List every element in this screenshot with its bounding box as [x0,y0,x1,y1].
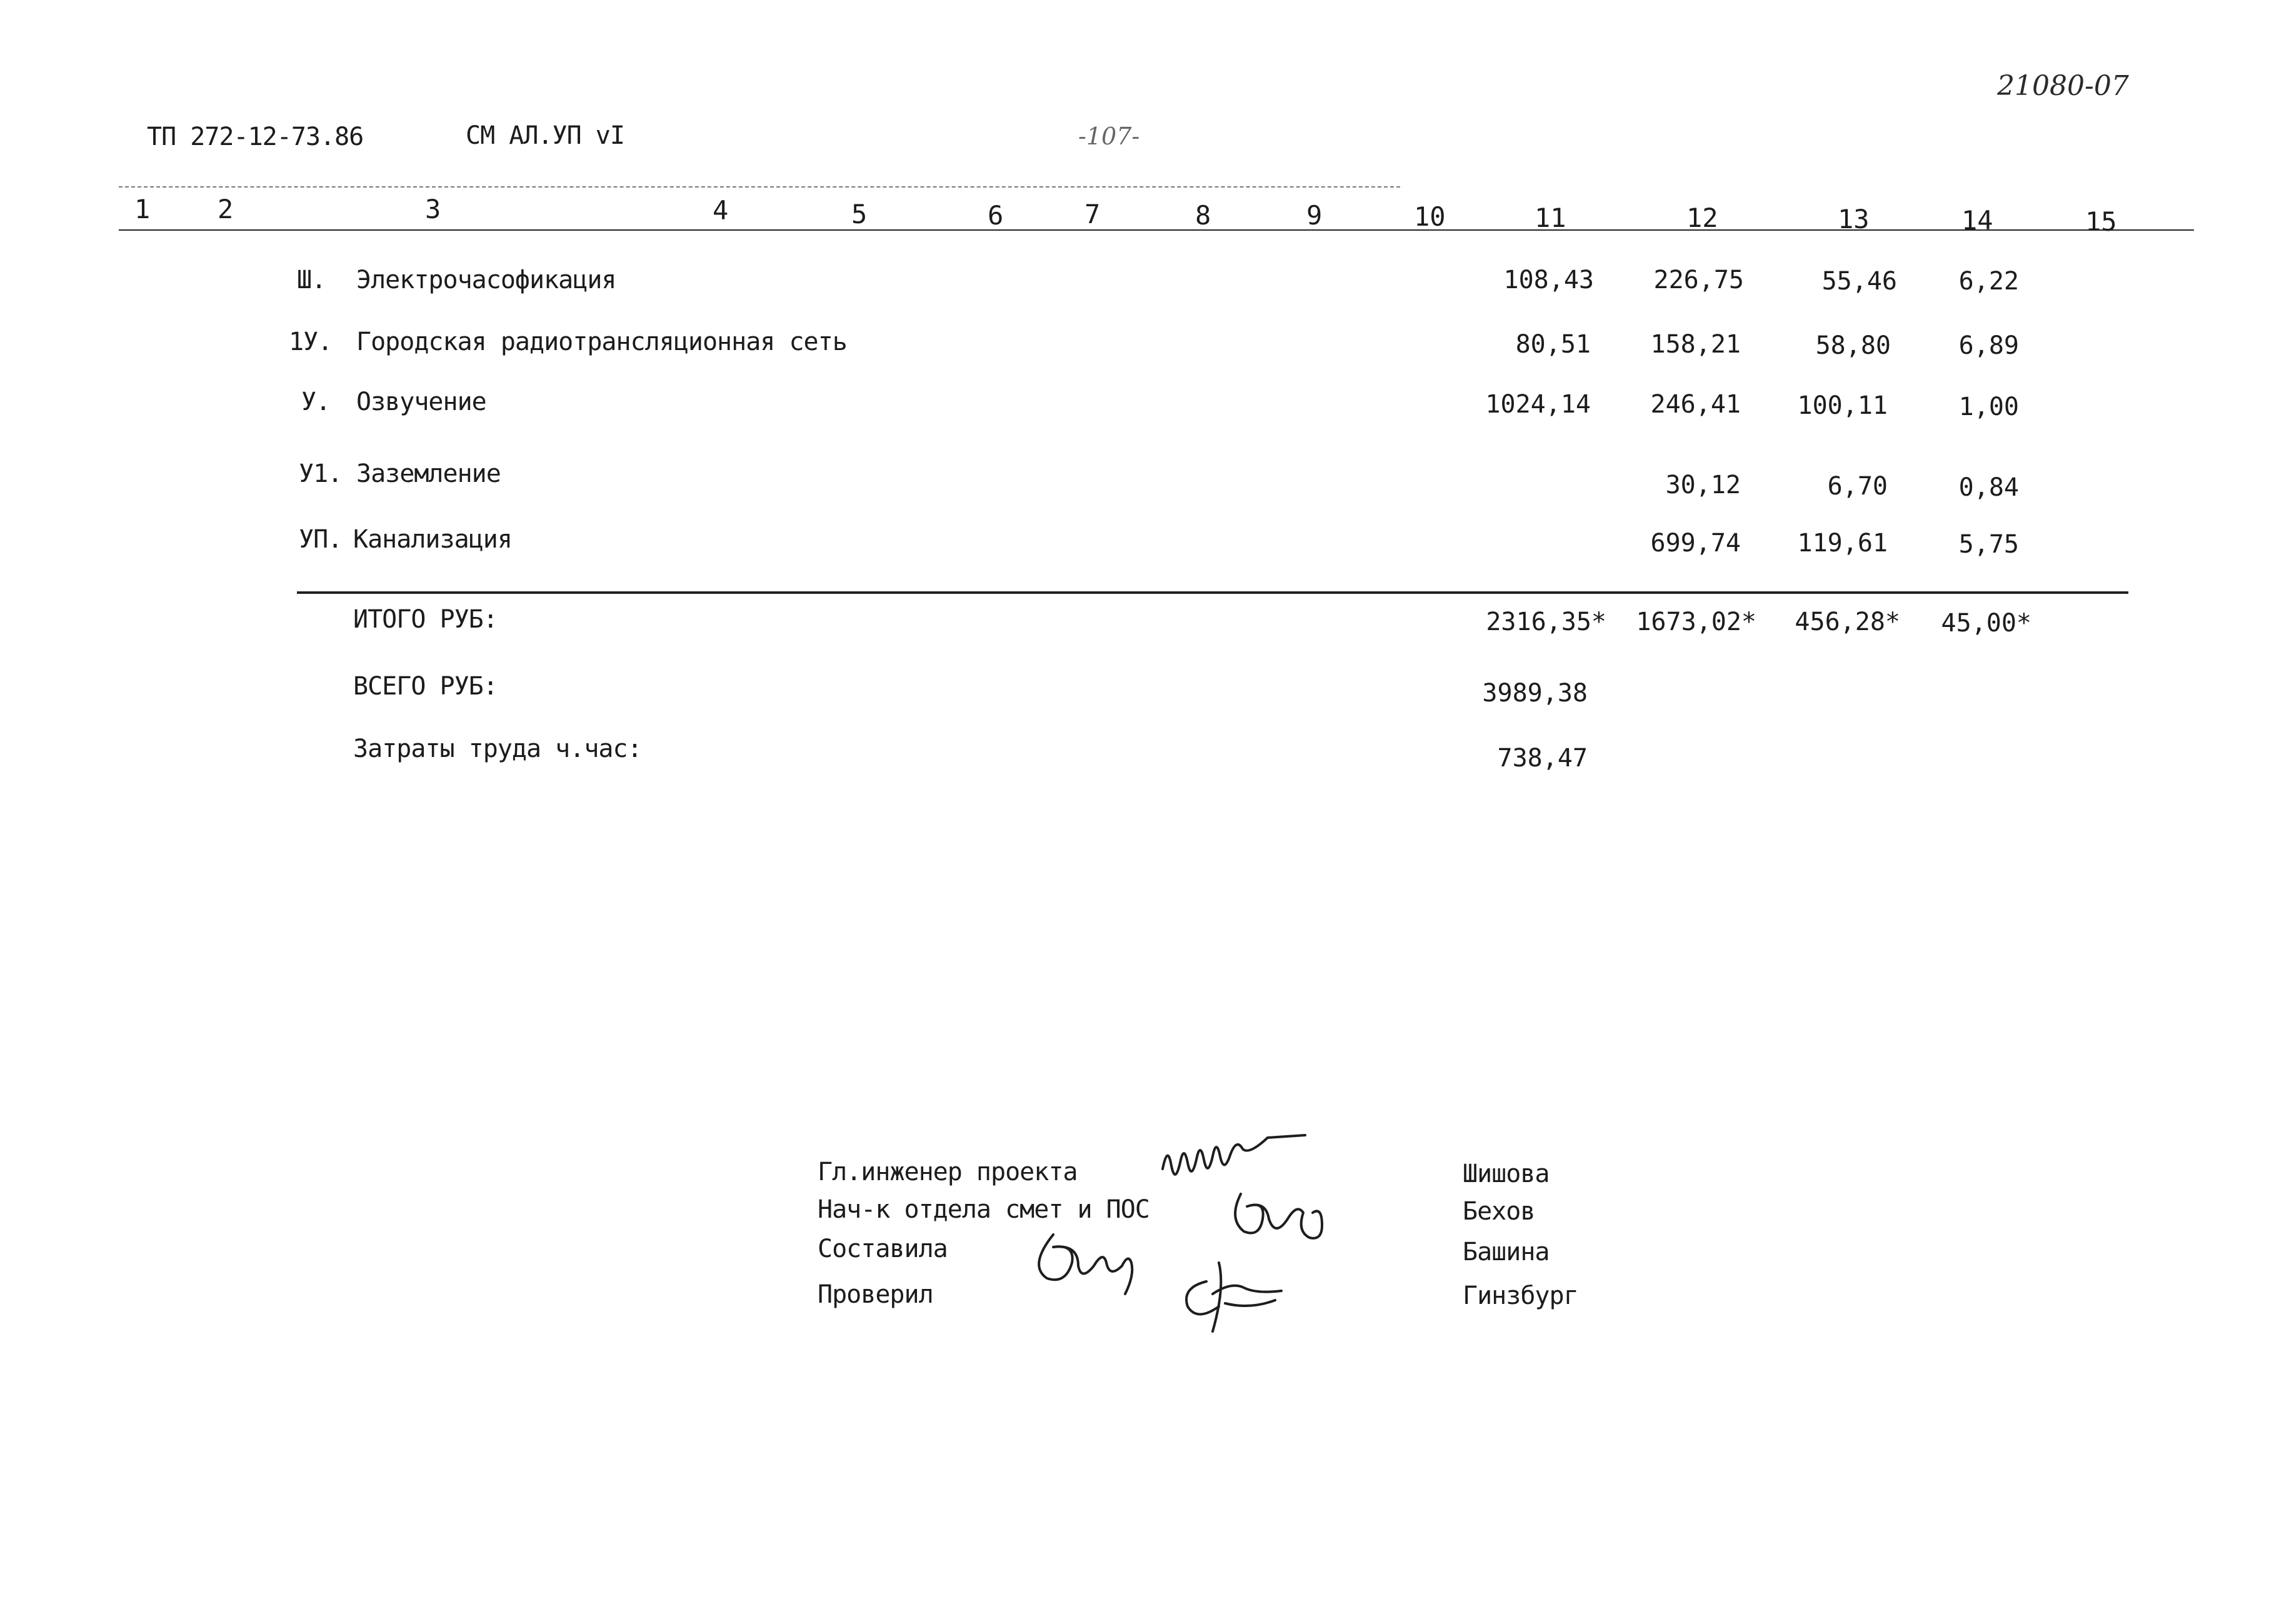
col-header: 4 [713,195,729,226]
signer-role: Гл.инженер проекта [818,1158,1078,1186]
col-header: 11 [1535,203,1566,233]
cell-col12: 158,21 [1650,330,1741,359]
document-number: 21080-07 [1997,70,2129,102]
labor-label: Затраты труда ч.час: [353,734,642,763]
vsego-label: ВСЕГО РУБ: [353,672,498,701]
signer-role: Проверил [818,1280,933,1309]
itogo-col12: 1673,02* [1636,608,1756,636]
col-header: 1 [134,194,151,224]
col-header: 3 [425,194,441,224]
cell-col11: 1024,14 [1485,390,1591,419]
signer-name: Гинзбург [1463,1281,1578,1310]
itogo-label: ИТОГО РУБ: [353,605,498,634]
col-header: 9 [1306,200,1323,231]
cell-col12: 30,12 [1665,471,1741,499]
row-name: Канализация [353,525,512,554]
cell-col13: 58,80 [1815,331,1891,360]
cell-col12: 226,75 [1653,266,1744,294]
itogo-col11: 2316,35* [1486,608,1606,636]
signature-mark [1016,1225,1153,1294]
row-name: Заземление [356,459,501,488]
signer-name: Шишова [1463,1160,1550,1188]
signer-role: Нач-к отдела смет и ПОС [818,1195,1150,1224]
header-top-rule [119,186,1400,188]
header-bottom-rule [119,229,2194,231]
col-header: 12 [1686,203,1718,233]
signature-mark [1222,1181,1347,1250]
itogo-col14: 45,00* [1941,609,2031,638]
col-header: 5 [851,199,868,229]
signature-mark [1169,1256,1294,1338]
cell-col11: 108,43 [1503,266,1594,294]
cell-col11: 80,51 [1515,330,1591,359]
row-index: Ш. [297,266,326,294]
signer-name: Башина [1463,1238,1550,1266]
signer-role: Составила [818,1235,948,1263]
cell-col14: 0,84 [1958,473,2019,502]
col-header: 8 [1195,200,1211,231]
row-index: УП. [299,525,343,554]
cell-col14: 6,89 [1958,331,2019,360]
row-index: У1. [299,459,343,488]
col-header: 10 [1414,201,1446,232]
row-name: Городская радиотрансляционная сеть [356,328,847,356]
cell-col13: 119,61 [1797,529,1888,558]
col-header: 14 [1961,205,1993,236]
tp-code: ТП 272-12-73.86 [147,123,364,151]
totals-rule [297,591,2128,594]
row-name: Электрочасофикация [356,266,616,294]
cell-col13: 6,70 [1827,472,1888,501]
cell-col12: 699,74 [1650,529,1741,558]
col-header: 15 [2085,206,2117,237]
cell-col13: 100,11 [1797,391,1888,420]
labor-value: 738,47 [1497,744,1588,773]
cell-col12: 246,41 [1650,390,1741,419]
cell-col14: 5,75 [1958,530,2019,559]
estimate-code: СМ АЛ.УП vI [466,121,624,150]
row-name: Озвучение [356,388,486,416]
itogo-col13: 456,28* [1795,608,1900,636]
cell-col14: 6,22 [1958,267,2019,296]
col-header: 7 [1084,199,1101,229]
signer-name: Бехов [1463,1197,1535,1226]
row-index: 1У. [289,328,333,356]
col-header: 13 [1838,204,1870,234]
page-mark: -107- [1078,123,1140,150]
col-header: 6 [988,200,1004,231]
col-header: 2 [218,194,234,224]
cell-col13: 55,46 [1821,267,1897,296]
row-index: У. [301,388,331,416]
vsego-value: 3989,38 [1482,679,1588,708]
cell-col14: 1,00 [1958,393,2019,421]
